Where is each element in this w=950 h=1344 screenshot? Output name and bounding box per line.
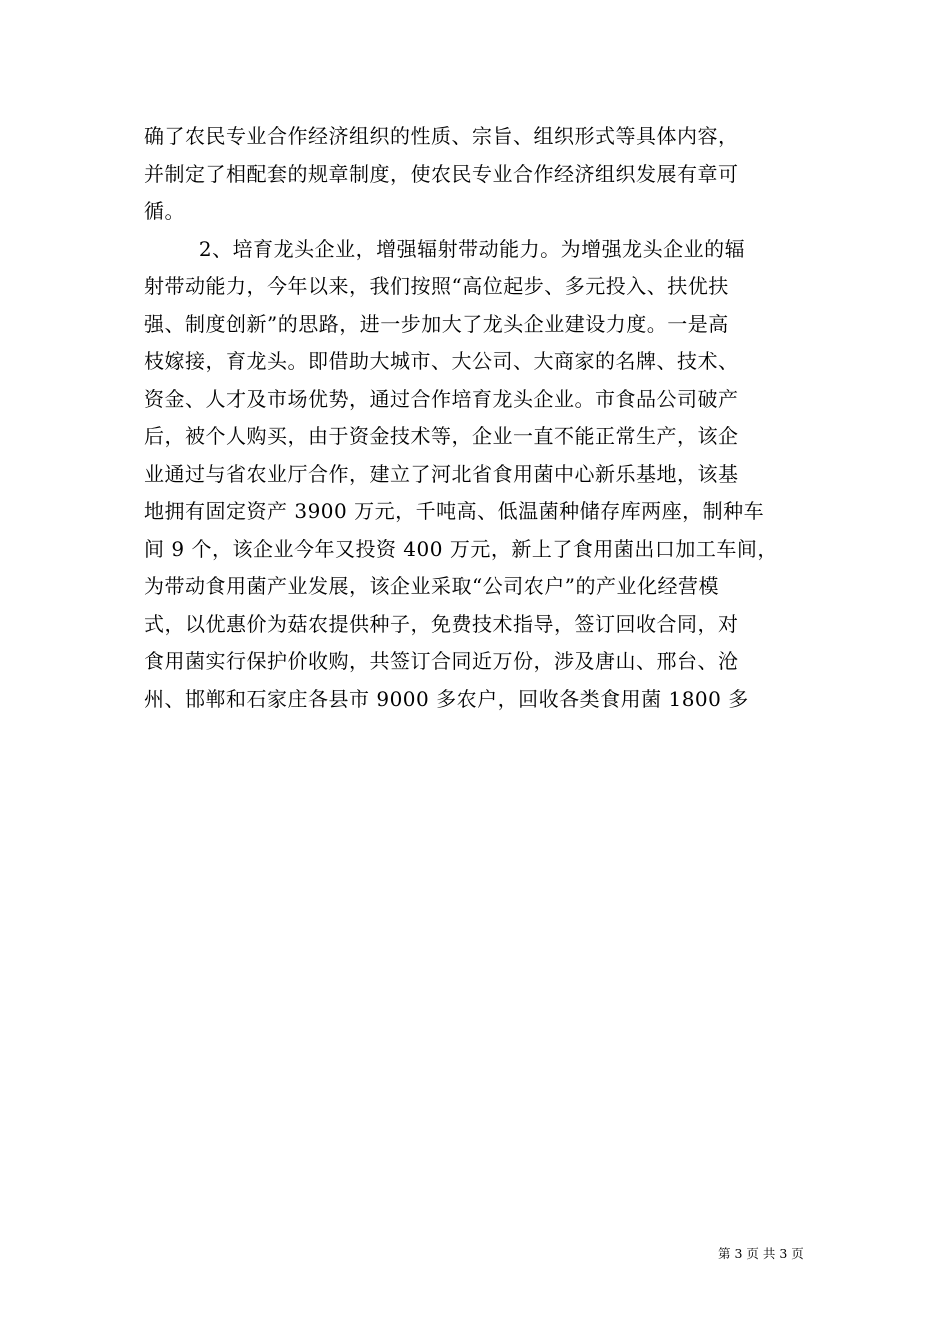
text-line: 式，以优惠价为菇农提供种子，免费技术指导，签订回收合同，对 <box>144 611 739 636</box>
paragraph-start-line: 2、培育龙头企业，增强辐射带动能力。为增强龙头企业的辐 <box>144 236 746 261</box>
page-number-footer: 第 3 页 共 3 页 <box>718 1246 804 1261</box>
text-line: 业通过与省农业厅合作，建立了河北省食用菌中心新乐基地，该基 <box>144 461 739 486</box>
text-line: 确了农民专业合作经济组织的性质、宗旨、组织形式等具体内容， <box>144 124 739 148</box>
text-line: 资金、人才及市场优势，通过合作培育龙头企业。市食品公司破产 <box>144 386 739 411</box>
text-line: 间 9 个，该企业今年又投资 400 万元，新上了食用菌出口加工车间， <box>144 536 778 561</box>
text-line: 射带动能力，今年以来，我们按照“高位起步、多元投入、扶优扶 <box>144 274 729 298</box>
text-line: 食用菌实行保护价收购，共签订合同近万份，涉及唐山、邢台、沧 <box>144 649 739 673</box>
text-line: 并制定了相配套的规章制度，使农民专业合作经济组织发展有章可 <box>144 161 739 186</box>
text-line: 强、制度创新”的思路，进一步加大了龙头企业建设力度。一是高 <box>144 311 729 336</box>
text-line: 后，被个人购买，由于资金技术等，企业一直不能正常生产，该企 <box>144 424 739 448</box>
text-line: 枝嫁接，育龙头。即借助大城市、大公司、大商家的名牌、技术、 <box>144 349 739 373</box>
text-line: 地拥有固定资产 3900 万元，千吨高、低温菌种储存库两座，制种车 <box>144 499 765 523</box>
text-line: 为带动食用菌产业发展，该企业采取“公司农户”的产业化经营模 <box>144 574 719 598</box>
text-line: 循。 <box>144 199 185 223</box>
body-text <box>144 118 814 718</box>
text-line: 州、邯郸和石家庄各县市 9000 多农户，回收各类食用菌 1800 多 <box>144 686 749 711</box>
